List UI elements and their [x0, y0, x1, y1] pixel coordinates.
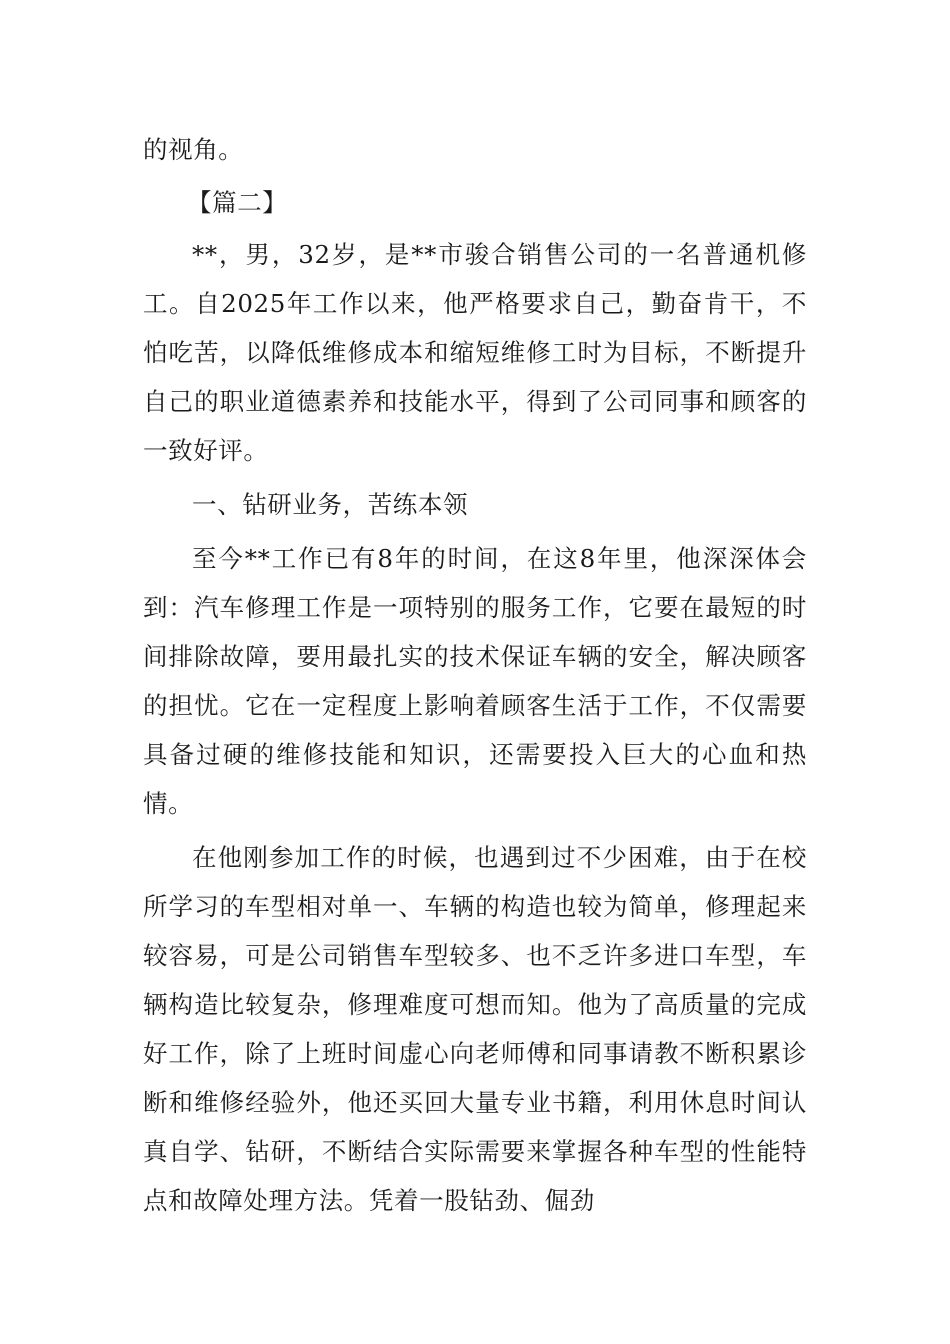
intro-paragraph: **，男，32岁，是**市骏合销售公司的一名普通机修工。自2025年工作以来，他严格要求自己，勤奋肯干，不怕吃苦，以降低维修成本和缩短维修工时为目标，不断提升自己的职业道德素养和技能水平，得到了公司同事和顾客的一致好评。	[143, 240, 807, 465]
continuation-line: 的视角。	[143, 135, 244, 164]
section-tag: 【篇二】	[187, 188, 288, 217]
body-paragraph: 在他刚参加工作的时候，也遇到过不少困难，由于在校所学习的车型相对单一、车辆的构造也较为简单，修理起来较容易，可是公司销售车型较多、也不乏许多进口车型，车辆构造比较复杂，修理难度可想而知。他为了高质量的完成好工作，除了上班时间虚心向老师傅和同事请教不断积累诊断和维修经验外，他还买回大量专业书籍，利用休息时间认真自学、钻研，不断结合实际需要来掌握各种车型的性能特点和故障处理方法。凭着一股钻劲、倔劲	[143, 843, 807, 1215]
document-body	[143, 125, 807, 1225]
section-heading: 一、钻研业务，苦练本领	[192, 490, 469, 519]
body-paragraph: 至今**工作已有8年的时间，在这8年里，他深深体会到：汽车修理工作是一项特别的服务工作，它要在最短的时间排除故障，要用最扎实的技术保证车辆的安全，解决顾客的担忧。它在一定程度上影响着顾客生活于工作，不仅需要具备过硬的维修技能和知识，还需要投入巨大的心血和热情。	[143, 544, 807, 818]
